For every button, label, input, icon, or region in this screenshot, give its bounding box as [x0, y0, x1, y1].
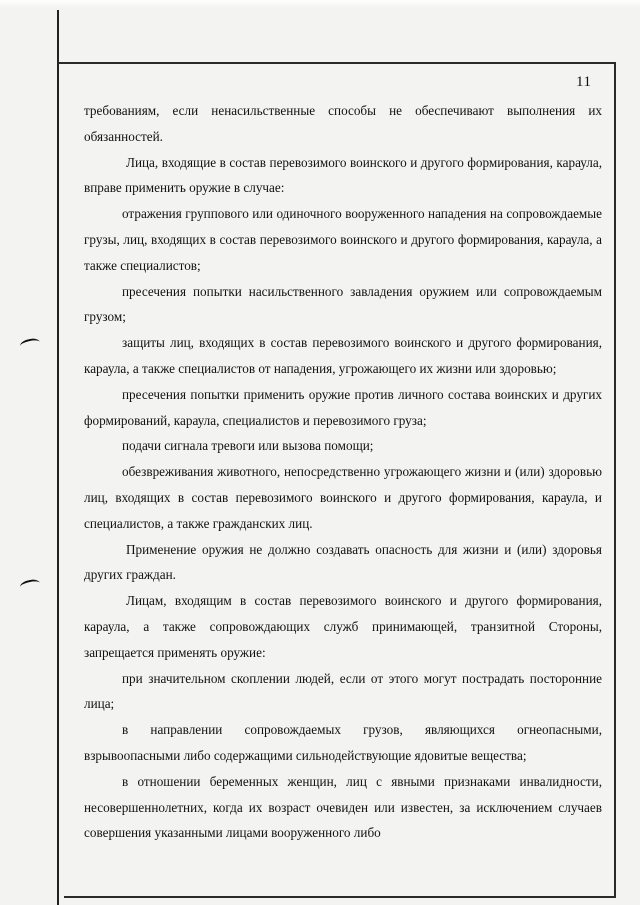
paragraph: пресечения попытки применить оружие против личного состава воинских и других формирований, караула, специалистов и перевозимого груза; — [84, 386, 602, 428]
frame-bottom-border — [64, 896, 616, 898]
paragraph: в направлении сопровождаемых грузов, являющихся огнеопасными, взрывоопасными либо содержащими сильнодействующие ядовитые вещества; — [84, 722, 602, 763]
paragraph: пресечения попытки насильственного завладения оружием или сопровождаемым грузом; — [84, 283, 602, 325]
punch-hole-mark — [19, 337, 41, 351]
frame-right-border — [614, 62, 616, 898]
paragraph: защиты лиц, входящих в состав перевозимого воинского и другого формирования, караула, а также специалистов от нападения, угрожающего их жизни или здоровью; — [84, 335, 602, 376]
frame-top-border — [58, 62, 616, 64]
paragraph: Лица, входящие в состав перевозимого воинского и другого формирования, караула, вправе применить оружие в случае: — [84, 154, 602, 196]
paragraph: в отношении беременных женщин, лиц с явными признаками инвалидности, несовершеннолетних, когда их возраст очевиден или известен, за исключением случаев совершения указанными лицами вооруженного либо — [84, 773, 602, 841]
paragraph: требованиям, если ненасильственные способы не обеспечивают выполнения их обязанностей. — [84, 103, 602, 144]
paragraph: отражения группового или одиночного вооруженного нападения на сопровождаемые грузы, лиц, входящих в состав перевозимого воинского и другого формирования, караула, а также специалистов; — [84, 206, 602, 273]
paragraph: Применение оружия не должно создавать опасность для жизни и (или) здоровья других граждан. — [84, 541, 602, 583]
paragraph: обезвреживания животного, непосредственно угрожающего жизни и (или) здоровью лиц, входящих в состав перевозимого воинского и другого формирования, караула, и специалистов, а также гражданских лиц. — [84, 464, 602, 531]
punch-hole-mark — [19, 578, 41, 592]
scan-edge — [0, 0, 640, 8]
paragraph: подачи сигнала тревоги или вызова помощи; — [122, 438, 374, 454]
paragraph: Лицам, входящим в состав перевозимого воинского и другого формирования, караула, а также сопровождающих служб принимающей, транзитной Стороны, запрещается применять оружие: — [84, 593, 602, 660]
page-number: 11 — [576, 74, 592, 90]
paragraph: при значительном скоплении людей, если от этого могут пострадать посторонние лица; — [84, 670, 602, 712]
binding-line — [57, 10, 59, 905]
document-body — [84, 98, 602, 846]
